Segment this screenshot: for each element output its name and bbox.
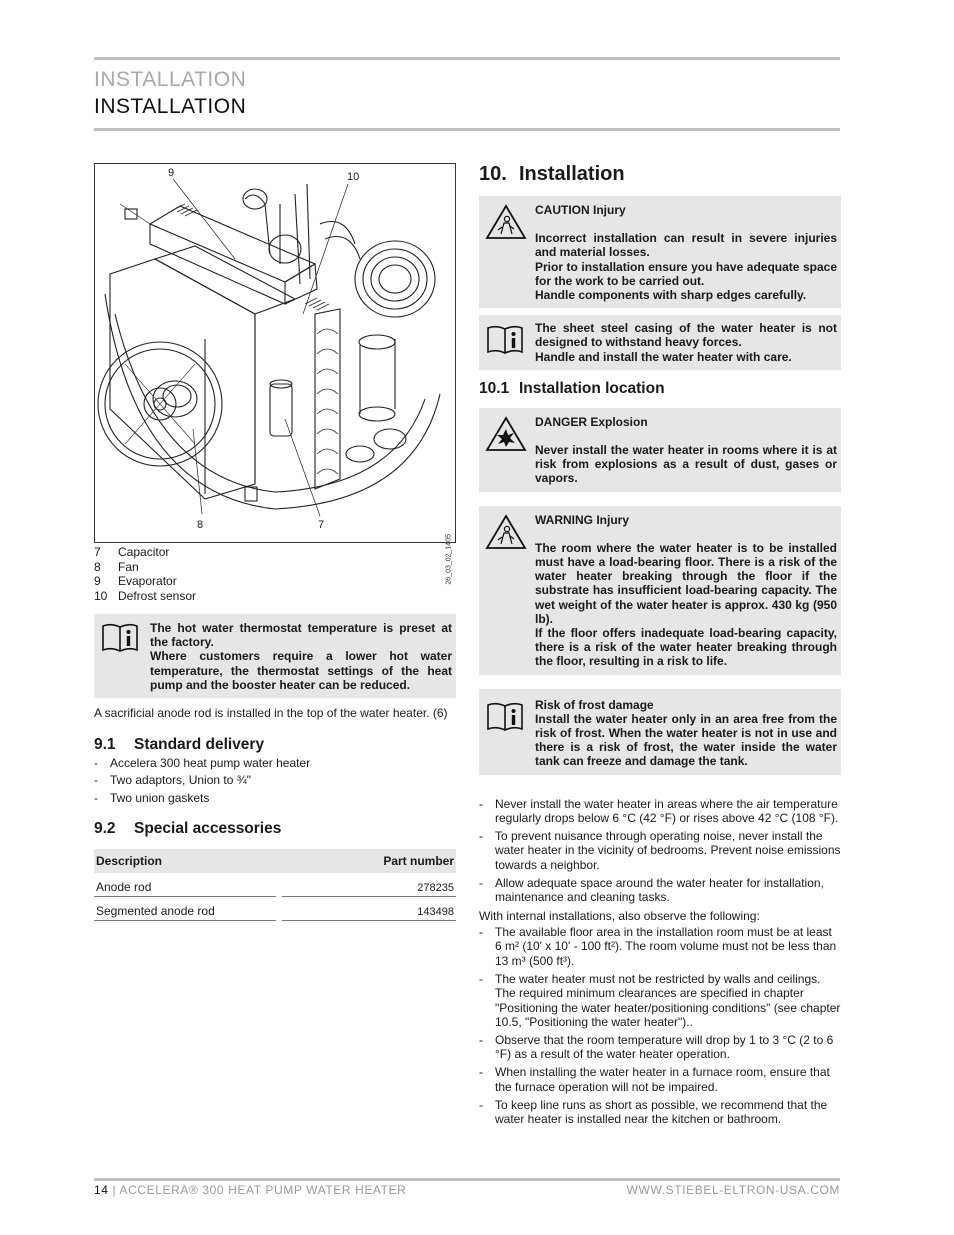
internal-installations-list [479,925,841,1126]
warning-injury-icon [485,514,527,553]
list-item: - To prevent nuisance through operating noise, never install the water heater in the vicinity of bedrooms. Prevent noise emissions towards a neighbor. [479,829,841,872]
info-book-icon [100,622,140,657]
list-item: - Two union gaskets [94,791,210,806]
heat-pump-drawing [95,164,457,544]
legend-row: 10 Defrost sensor [94,588,197,603]
figure-legend [94,545,456,603]
table-header: Description Part number [94,849,456,873]
internal-installations-intro: With internal installations, also observe the following: [479,908,760,923]
chapter-title: INSTALLATION [94,95,247,118]
danger-explosion-box: DANGER Explosion Never install the water heater in rooms where it is at risk from explosions as a result of dust, gases or vapors. [479,408,841,492]
callout-10: 10 [347,171,360,183]
website: WWW.STIEBEL-ELTRON-USA.COM [626,1183,840,1197]
info-book-icon [485,324,525,359]
section-heading-standard-delivery: 9.1 Standard delivery [94,735,265,753]
list-item: - The available floor area in the installation room must be at least 6 m² (10' x 10' - 100 ft²). The room volume must not be less than 13 m³ (500 ft³). [479,925,837,968]
callout-9: 9 [168,167,175,179]
footer-separator: | [112,1183,117,1197]
list-item: - Accelera 300 heat pump water heater [94,755,311,770]
list-item: - Never install the water heater in areas where the air temperature regularly drops below 6 °C (42 °F) or rises above 42 °C (108 °F). [479,796,839,826]
right-column [479,163,841,1130]
explosion-warning-icon [485,416,527,455]
figure-code: 26_03_02_1405 [446,534,453,585]
callout-8: 8 [197,519,204,531]
thermostat-note: The hot water thermostat temperature is preset at the factory. Where customers require a lower hot water temperature, the thermostat settings of the heat pump and the booster heater can be reduced. [94,614,456,698]
frost-damage-box: Risk of frost damage Install the water heater only in an area free from the risk of frost. When the water heater is not in use and there is a risk of frost, the water inside the water tank can freeze and damage the tank. [479,689,841,775]
location-list [479,797,841,905]
accessories-table [94,849,456,921]
warning-injury-icon [485,204,527,243]
footer-rule [94,1178,840,1181]
anode-text: A sacrificial anode rod is installed in the top of the water heater. (6) [94,706,448,721]
section-heading-installation-location: 10.1 Installation location [479,379,665,397]
page-number: 14 [94,1183,109,1197]
chapter-heading-installation: 10. Installation [479,163,625,185]
table-row: Anode rod 278235 [94,873,456,897]
document-title: ACCELERA® 300 HEAT PUMP WATER HEATER [119,1183,407,1197]
warning-injury-box: WARNING Injury The room where the water heater is to be installed must have a load-bearing floor. There is a risk of the water heater breaking through the floor if the substrate has insufficient load-bearing capacity. The wet weight of the water heater is approx. 430 kg (950 lb). If the floor offers inadequate load-bearing capacity, there is a risk of the water heater breaking through the floor, resulting in a risk to life. [479,506,841,675]
list-item: - Allow adequate space around the water heater for installation, maintenance and cleaning tasks. [479,875,824,905]
chapter-title-secondary: INSTALLATION [94,68,247,91]
list-item: - To keep line runs as short as possible, we recommend that the water heater is installed near the kitchen or bathroom. [479,1097,828,1126]
legend-row: 8 Fan [94,559,139,574]
left-column [94,163,456,921]
list-item: - Observe that the room temperature will drop by 1 to 3 °C (2 to 6 °F) as a result of the water heater operation. [479,1032,834,1062]
info-book-icon [485,701,525,736]
table-row: Segmented anode rod 143498 [94,897,456,921]
list-item: - The water heater must not be restricted by walls and ceilings. The required minimum clearances are specified in chapter "Positioning the water heater/positioning conditions" (see chapter 10.5, "Positioning the water heater").. [479,971,841,1029]
callout-7: 7 [318,519,325,531]
legend-row: 9 Evaporator [94,574,177,588]
list-item: - When installing the water heater in a furnace room, ensure that the furnace operation will not be impaired. [479,1065,830,1094]
standard-delivery-list [94,756,456,806]
footer-left [94,1183,406,1197]
header-rule [94,128,840,131]
casing-note-box: The sheet steel casing of the water heater is not designed to withstand heavy forces. Handle and install the water heater with care. [479,315,841,370]
list-item: - Two adaptors, Union to ¾" [94,773,252,788]
caution-injury-box: CAUTION Injury Incorrect installation can result in severe injuries and material losses. Prior to installation ensure you have adequate space for the work to be carried out. Handle components with sharp edges carefully. [479,196,841,308]
top-rule [94,57,840,60]
section-heading-special-accessories: 9.2 Special accessories [94,819,282,837]
legend-row: 7 Capacitor [94,545,170,559]
